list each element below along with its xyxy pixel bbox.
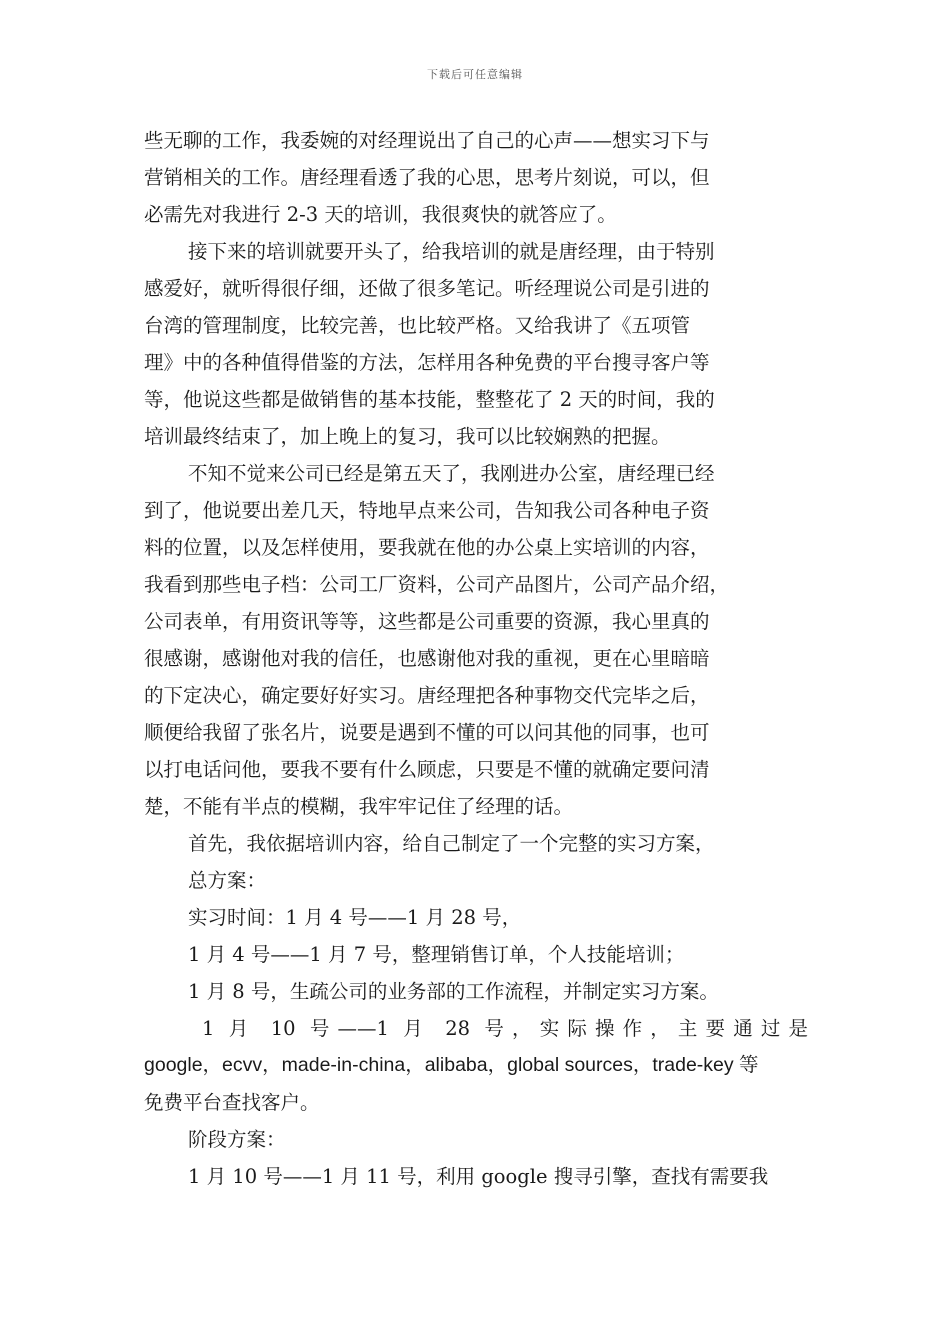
text-line: 很感谢，感谢他对我的信任，也感谢他对我的重视，更在心里暗暗 xyxy=(144,647,710,670)
document-body xyxy=(144,122,808,1195)
text-line: 实习时间：1 月 4 号——1 月 28 号， xyxy=(188,906,522,929)
text-line: 公司表单，有用资讯等等，这些都是公司重要的资源，我心里真的 xyxy=(144,610,710,633)
text-line: 营销相关的工作。唐经理看透了我的心思，思考片刻说，可以，但 xyxy=(144,166,710,189)
text-line: 接下来的培训就要开头了，给我培训的就是唐经理，由于特别 xyxy=(188,240,715,263)
text-line: 免费平台查找客户。 xyxy=(144,1091,320,1114)
text-line: 楚，不能有半点的模糊，我牢牢记住了经理的话。 xyxy=(144,795,574,818)
text-line: 理》中的各种值得借鉴的方法，怎样用各种免费的平台搜寻客户等 xyxy=(144,351,710,374)
text-line: 的下定决心，确定要好好实习。唐经理把各种事物交代完毕之后， xyxy=(144,684,710,707)
text-line: 1 月 8 号，生疏公司的业务部的工作流程，并制定实习方案。 xyxy=(188,980,719,1003)
text-line: 1 月 10 号——1 月 28 号，实际操作，主要通过是 xyxy=(202,1017,808,1040)
text-line: 些无聊的工作，我委婉的对经理说出了自己的心声——想实习下与 xyxy=(144,129,710,152)
text-line: 总方案： xyxy=(188,869,267,892)
text-line: 感爱好，就听得很仔细，还做了很多笔记。听经理说公司是引进的 xyxy=(144,277,710,300)
text-line: 培训最终结束了，加上晚上的复习，我可以比较娴熟的把握。 xyxy=(144,425,671,448)
text-line: 阶段方案： xyxy=(188,1128,286,1151)
text-line: 台湾的管理制度，比较完善，也比较严格。又给我讲了《五项管 xyxy=(144,314,691,337)
text-line: 1 月 10 号——1 月 11 号，利用 google 搜寻引擎，查找有需要我 xyxy=(188,1165,769,1188)
text-line: google，ecvv，made-in-china，alibaba，global sources，trade-key 等 xyxy=(144,1054,759,1076)
text-line: 我看到那些电子档：公司工厂资料，公司产品图片，公司产品介绍， xyxy=(144,573,730,596)
text-line: 首先，我依据培训内容，给自己制定了一个完整的实习方案， xyxy=(188,832,715,855)
page-header: 下载后可任意编辑 xyxy=(427,68,523,81)
text-line: 料的位置，以及怎样使用，要我就在他的办公桌上实培训的内容， xyxy=(144,536,710,559)
text-line: 1 月 4 号——1 月 7 号，整理销售订单，个人技能培训； xyxy=(188,943,685,966)
text-line: 到了，他说要出差几天，特地早点来公司，告知我公司各种电子资 xyxy=(144,499,710,522)
text-line: 不知不觉来公司已经是第五天了，我刚进办公室，唐经理已经 xyxy=(188,462,715,485)
text-line: 以打电话问他，要我不要有什么顾虑，只要是不懂的就确定要问清 xyxy=(144,758,710,781)
text-line: 必需先对我进行 2-3 天的培训，我很爽快的就答应了。 xyxy=(144,203,617,226)
text-line: 顺便给我留了张名片，说要是遇到不懂的可以问其他的同事，也可 xyxy=(144,721,710,744)
text-line: 等，他说这些都是做销售的基本技能，整整花了 2 天的时间，我的 xyxy=(144,388,715,411)
